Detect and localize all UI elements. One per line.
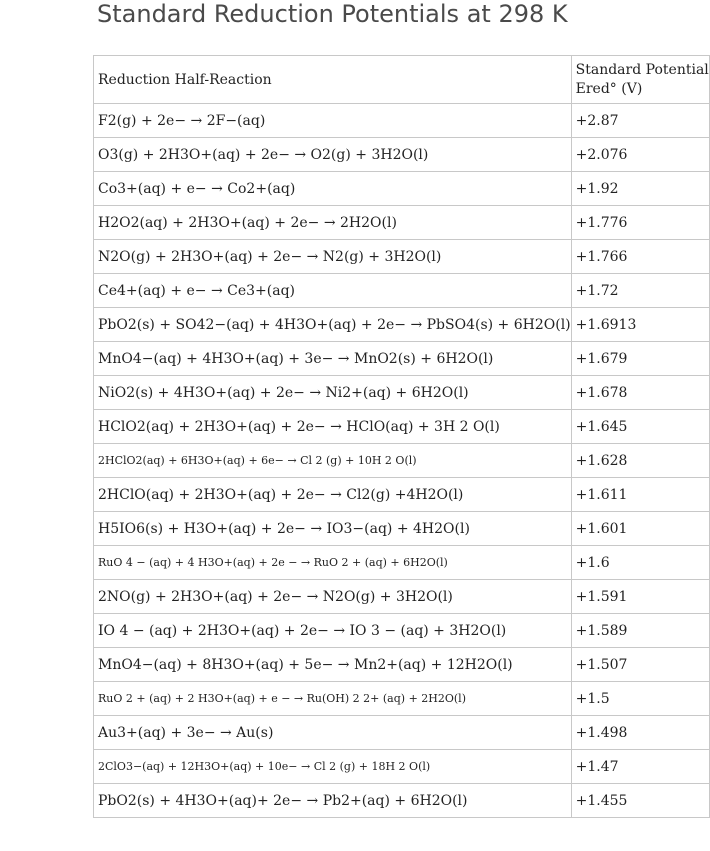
potential-cell: +1.6913 (571, 308, 709, 342)
potential-cell: +1.47 (571, 750, 709, 784)
reaction-cell: 2NO(g) + 2H3O+(aq) + 2e− → N2O(g) + 3H2O(l) (94, 580, 572, 614)
table-row (94, 580, 710, 614)
reaction-cell: 2HClO(aq) + 2H3O+(aq) + 2e− → Cl2(g) +4H2O(l) (94, 478, 572, 512)
potential-cell: +1.766 (571, 240, 709, 274)
reduction-potentials-table (93, 55, 710, 818)
potential-cell: +1.92 (571, 172, 709, 206)
potential-cell: +1.498 (571, 716, 709, 750)
potential-cell: +2.87 (571, 104, 709, 138)
table-header-row (94, 56, 710, 104)
potential-cell: +1.611 (571, 478, 709, 512)
reaction-cell: H5IO6(s) + H3O+(aq) + 2e− → IO3−(aq) + 4H2O(l) (94, 512, 572, 546)
potential-cell: +1.678 (571, 376, 709, 410)
header-reaction: Reduction Half-Reaction (94, 56, 572, 104)
reaction-cell: RuO 4 − (aq) + 4 H3O+(aq) + 2e − → RuO 2 + (aq) + 6H2O(l) (94, 546, 572, 580)
table-row (94, 716, 710, 750)
page-title: Standard Reduction Potentials at 298 K (97, 0, 568, 28)
reaction-cell: N2O(g) + 2H3O+(aq) + 2e− → N2(g) + 3H2O(l) (94, 240, 572, 274)
table-row (94, 478, 710, 512)
table-row (94, 512, 710, 546)
table-row (94, 342, 710, 376)
table-body (94, 104, 710, 818)
reaction-cell: PbO2(s) + SO42−(aq) + 4H3O+(aq) + 2e− → PbSO4(s) + 6H2O(l) (94, 308, 572, 342)
reaction-cell: F2(g) + 2e− → 2F−(aq) (94, 104, 572, 138)
potential-cell: +1.628 (571, 444, 709, 478)
header-potential-line2: Ered° (V) (575, 80, 643, 97)
potential-cell: +2.076 (571, 138, 709, 172)
table-row (94, 410, 710, 444)
table-row (94, 240, 710, 274)
table-row (94, 172, 710, 206)
potential-cell: +1.591 (571, 580, 709, 614)
reaction-cell: MnO4−(aq) + 4H3O+(aq) + 3e− → MnO2(s) + 6H2O(l) (94, 342, 572, 376)
reaction-cell: NiO2(s) + 4H3O+(aq) + 2e− → Ni2+(aq) + 6H2O(l) (94, 376, 572, 410)
potential-cell: +1.589 (571, 614, 709, 648)
table-row (94, 750, 710, 784)
reaction-cell: H2O2(aq) + 2H3O+(aq) + 2e− → 2H2O(l) (94, 206, 572, 240)
header-potential (571, 56, 709, 104)
reaction-cell: Ce4+(aq) + e− → Ce3+(aq) (94, 274, 572, 308)
reaction-cell: O3(g) + 2H3O+(aq) + 2e− → O2(g) + 3H2O(l) (94, 138, 572, 172)
reaction-cell: RuO 2 + (aq) + 2 H3O+(aq) + e − → Ru(OH) 2 2+ (aq) + 2H2O(l) (94, 682, 572, 716)
table-row (94, 444, 710, 478)
reaction-cell: IO 4 − (aq) + 2H3O+(aq) + 2e− → IO 3 − (aq) + 3H2O(l) (94, 614, 572, 648)
header-potential-line1: Standard Potential (575, 61, 709, 78)
table-row (94, 274, 710, 308)
table-row (94, 546, 710, 580)
reaction-cell: 2HClO2(aq) + 6H3O+(aq) + 6e− → Cl 2 (g) + 10H 2 O(l) (94, 444, 572, 478)
potential-cell: +1.679 (571, 342, 709, 376)
table-row (94, 784, 710, 818)
potential-cell: +1.645 (571, 410, 709, 444)
table-row (94, 682, 710, 716)
table-row (94, 376, 710, 410)
reaction-cell: HClO2(aq) + 2H3O+(aq) + 2e− → HClO(aq) + 3H 2 O(l) (94, 410, 572, 444)
table-row (94, 614, 710, 648)
table-row (94, 308, 710, 342)
reaction-cell: MnO4−(aq) + 8H3O+(aq) + 5e− → Mn2+(aq) + 12H2O(l) (94, 648, 572, 682)
potential-cell: +1.455 (571, 784, 709, 818)
potential-cell: +1.601 (571, 512, 709, 546)
table-row (94, 138, 710, 172)
reaction-cell: 2ClO3−(aq) + 12H3O+(aq) + 10e− → Cl 2 (g) + 18H 2 O(l) (94, 750, 572, 784)
potential-cell: +1.776 (571, 206, 709, 240)
potential-cell: +1.5 (571, 682, 709, 716)
table-row (94, 206, 710, 240)
reaction-cell: PbO2(s) + 4H3O+(aq)+ 2e− → Pb2+(aq) + 6H2O(l) (94, 784, 572, 818)
potential-cell: +1.507 (571, 648, 709, 682)
table-row (94, 104, 710, 138)
potential-cell: +1.6 (571, 546, 709, 580)
potential-cell: +1.72 (571, 274, 709, 308)
reaction-cell: Au3+(aq) + 3e− → Au(s) (94, 716, 572, 750)
table-row (94, 648, 710, 682)
reaction-cell: Co3+(aq) + e− → Co2+(aq) (94, 172, 572, 206)
